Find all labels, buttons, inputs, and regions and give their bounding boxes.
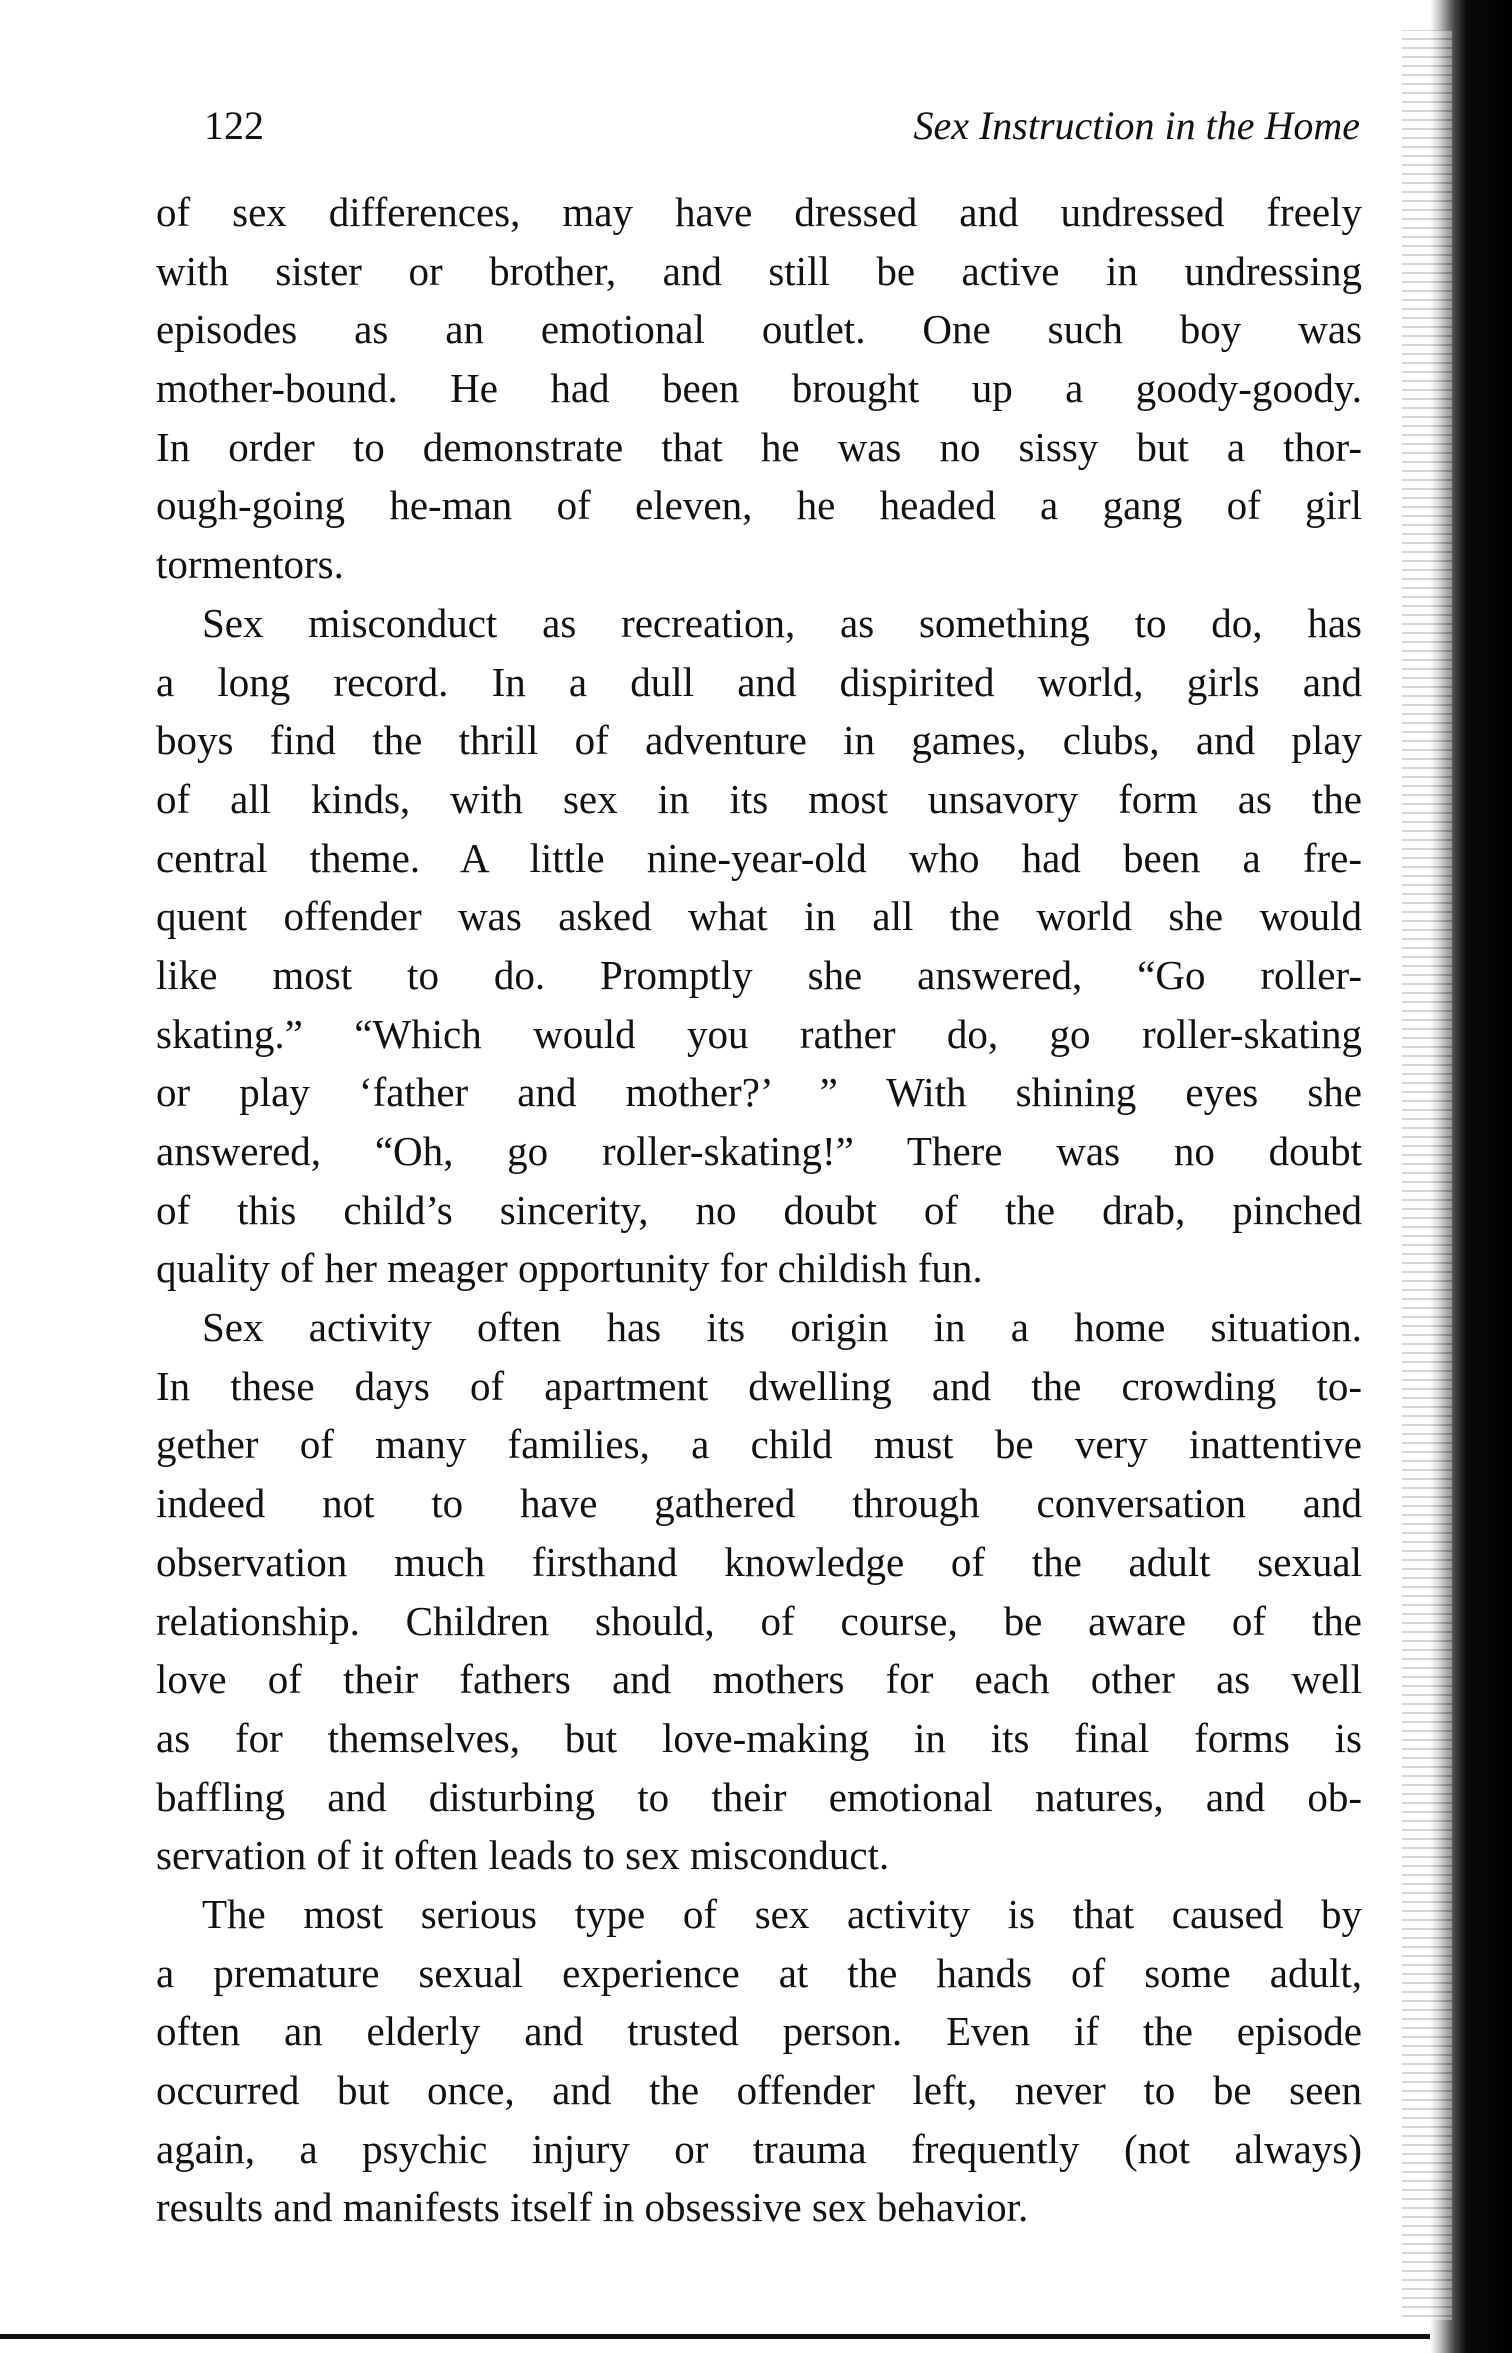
text-line: quent offender was asked what in all the world she would — [156, 893, 1362, 940]
text-line: tormentors. — [156, 541, 344, 588]
text-line: a premature sexual experience at the hands of some adult, — [156, 1949, 1362, 1996]
page-header — [204, 102, 1360, 162]
text-line: ough-going he-man of eleven, he headed a gang of girl — [156, 482, 1362, 529]
text-line: servation of it often leads to sex misconduct. — [156, 1832, 890, 1879]
text-line: like most to do. Promptly she answered, “Go roller- — [156, 951, 1362, 998]
text-line: again, a psychic injury or trauma frequently (not always) — [156, 2125, 1362, 2172]
text-line: In these days of apartment dwelling and the crowding to- — [156, 1362, 1362, 1409]
text-line: quality of her meager opportunity for childish fun. — [156, 1245, 983, 1292]
paragraph — [156, 183, 1362, 594]
text-line: In order to demonstrate that he was no sissy but a thor- — [156, 423, 1362, 470]
paragraph — [156, 1885, 1362, 2237]
page-number: 122 — [204, 103, 264, 148]
text-line: gether of many families, a child must be very inattentive — [156, 1421, 1362, 1468]
text-line: occurred but once, and the offender left, never to be seen — [156, 2067, 1362, 2113]
scan-noise — [1402, 30, 1452, 2320]
text-line: results and manifests itself in obsessive sex behavior. — [156, 2184, 1029, 2231]
text-line: a long record. In a dull and dispirited world, girls and — [156, 658, 1362, 705]
text-line: love of their fathers and mothers for each other as well — [156, 1656, 1362, 1703]
text-line: with sister or brother, and still be active in undressing — [156, 247, 1362, 294]
body-text — [156, 183, 1362, 2237]
text-line: relationship. Children should, of course, be aware of the — [156, 1597, 1362, 1644]
text-line: skating.” “Which would you rather do, go roller-skating — [156, 1010, 1362, 1057]
text-line: central theme. A little nine-year-old who had been a fre- — [156, 834, 1362, 881]
text-line: baffling and disturbing to their emotional natures, and ob- — [156, 1773, 1362, 1820]
text-line: Sex misconduct as recreation, as something to do, has — [202, 599, 1362, 646]
paragraph — [156, 594, 1362, 1298]
text-line: of all kinds, with sex in its most unsavory form as the — [156, 775, 1362, 822]
text-line: often an elderly and trusted person. Even if the episode — [156, 2008, 1362, 2055]
paragraph — [156, 1298, 1362, 1885]
text-line: as for themselves, but love-making in its final forms is — [156, 1714, 1362, 1761]
bottom-rule — [0, 2334, 1430, 2339]
text-line: or play ‘father and mother?’ ” With shining eyes she — [156, 1069, 1362, 1116]
text-line: episodes as an emotional outlet. One such boy was — [156, 306, 1362, 353]
text-line: indeed not to have gathered through conversation and — [156, 1480, 1362, 1527]
text-line: answered, “Oh, go roller-skating!” There was no doubt — [156, 1128, 1362, 1174]
running-title: Sex Instruction in the Home — [913, 103, 1360, 148]
text-line: of this child’s sincerity, no doubt of the drab, pinched — [156, 1186, 1362, 1233]
text-line: The most serious type of sex activity is that caused by — [202, 1890, 1362, 1937]
text-line: of sex differences, may have dressed and undressed freely — [156, 189, 1362, 235]
text-line: mother-bound. He had been brought up a goody-goody. — [156, 365, 1362, 412]
text-line: Sex activity often has its origin in a home situation. — [202, 1304, 1362, 1351]
text-line: observation much firsthand knowledge of the adult sexual — [156, 1538, 1362, 1585]
text-line: boys find the thrill of adventure in games, clubs, and play — [156, 717, 1362, 764]
